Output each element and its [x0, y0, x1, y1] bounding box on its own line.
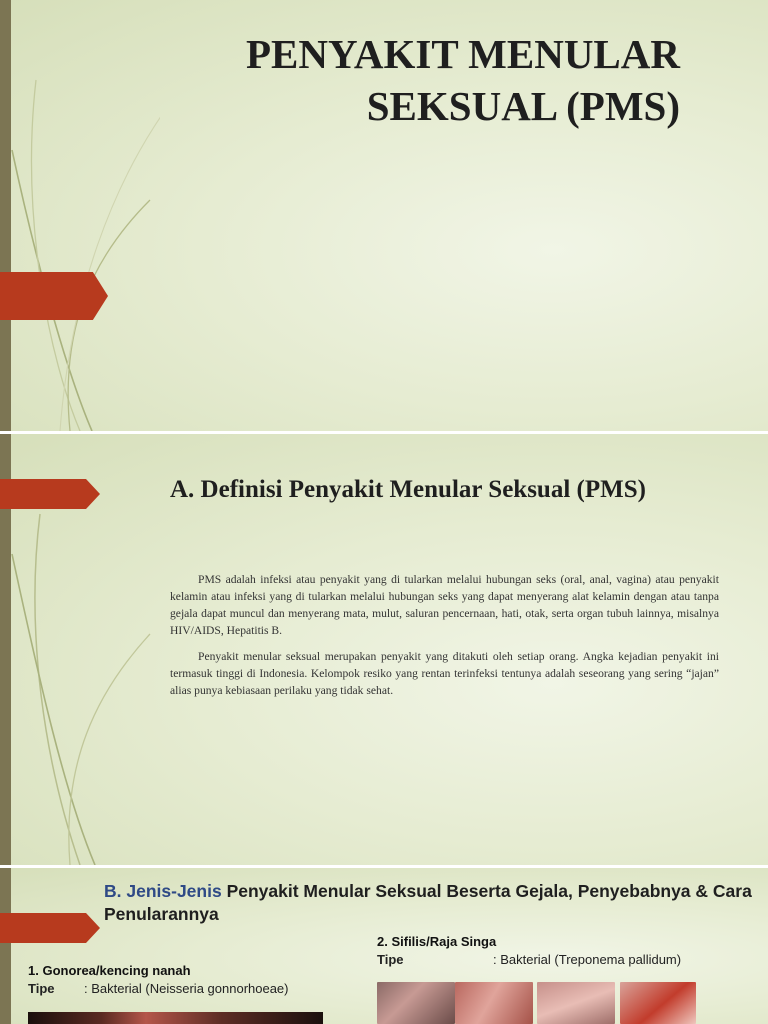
decorative-swoosh: [0, 0, 160, 431]
slide-types: [0, 868, 768, 1024]
accent-arrow-shape: [0, 272, 108, 320]
section-title-accent: B. Jenis-Jenis: [104, 881, 222, 901]
type-label: Tipe: [377, 952, 404, 967]
type-value: : Bakterial (Treponema pallidum): [493, 952, 682, 967]
slide-definition: [0, 434, 768, 865]
disease-heading-gonorea: 1. Gonorea/kencing nanah: [28, 963, 191, 978]
clinical-photo: [620, 982, 696, 1024]
type-value: : Bakterial (Neisseria gonnorhoeae): [84, 981, 289, 996]
gonorea-photo: [28, 1012, 323, 1024]
title-line-1: PENYAKIT MENULAR: [246, 31, 680, 77]
disease-type-row-gonorea: [28, 981, 289, 996]
clinical-photo: [455, 982, 533, 1024]
title-line-2: SEKSUAL (PMS): [366, 83, 680, 129]
clinical-photo: [537, 982, 615, 1024]
slide-title: [0, 0, 768, 431]
disease-type-row-sifilis: [377, 952, 681, 967]
accent-arrow-shape: [0, 479, 100, 509]
section-title-rest: Penyakit Menular Seksual Beserta Gejala, Penyebabnya & Cara Penularannya: [104, 881, 752, 924]
accent-arrow-shape: [0, 913, 100, 943]
disease-heading-sifilis: 2. Sifilis/Raja Singa: [377, 934, 497, 949]
slide-sidebar-bar: [0, 868, 11, 1024]
section-title: [104, 880, 754, 926]
slide-title-heading: [246, 28, 680, 132]
type-label: Tipe: [28, 981, 55, 996]
definition-paragraph-1: PMS adalah infeksi atau penyakit yang di tularkan melalui hubungan seks (oral, anal, vagina) atau penyakit kelamin atau infeksi yang di tularkan melalui hubungan seks yang dapat menyerang alat kelamin dengan atau tanpa gejala dapat muncul dan menyerang mata, mulut, saluran pencernaan, hati, otak, serta organ tubuh lainnya, misalnya HIV/AIDS, Hepatitis B.: [170, 573, 719, 637]
clinical-photo: [377, 982, 455, 1024]
section-title: A. Definisi Penyakit Menular Seksual (PMS): [170, 476, 646, 503]
definition-paragraph-2: Penyakit menular seksual merupakan penyakit yang ditakuti oleh setiap orang. Angka kejadian penyakit ini termasuk tinggi di Indonesia. Kelompok resiko yang rentan terinfeksi tentunya adalah seseorang yang sering “jajan” alias punya kebiasaan perilaku yang tidak sehat.: [170, 650, 719, 697]
